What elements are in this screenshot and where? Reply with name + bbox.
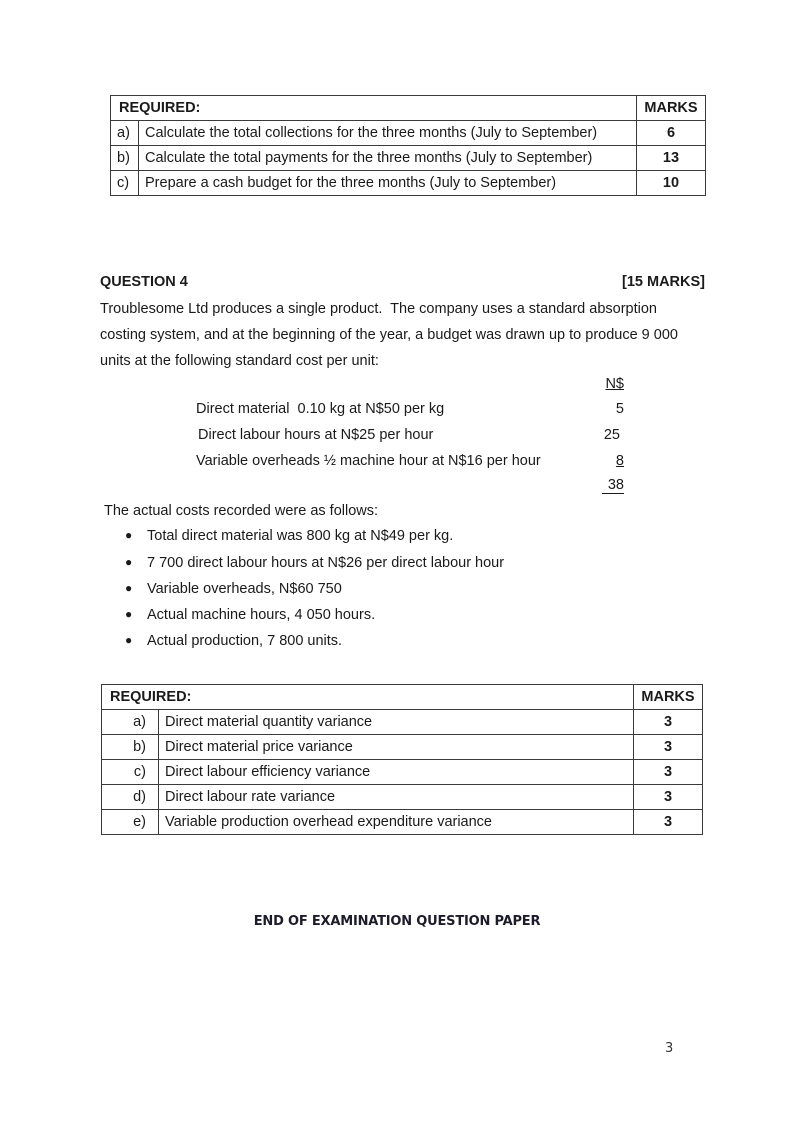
- row-text: Variable production overhead expenditure variance: [159, 810, 634, 835]
- question-intro: [100, 296, 720, 374]
- table-row: [102, 710, 703, 735]
- row-letter: d): [102, 785, 159, 810]
- row-marks: 3: [634, 810, 703, 835]
- row-letter: a): [102, 710, 159, 735]
- intro-line: units at the following standard cost per unit:: [100, 353, 379, 369]
- intro-line: Troublesome Ltd produces a single product. The company uses a standard absorption: [100, 301, 657, 317]
- bullet-icon: ●: [125, 607, 133, 621]
- question-title: QUESTION 4: [100, 274, 188, 290]
- table-row: [102, 785, 703, 810]
- row-text: Direct labour rate variance: [159, 785, 634, 810]
- row-letter: e): [102, 810, 159, 835]
- row-text: Direct labour efficiency variance: [159, 760, 634, 785]
- cost-item-label: Direct labour hours at N$25 per hour: [198, 427, 434, 443]
- required-header: REQUIRED:: [102, 685, 634, 710]
- question3-required-table: [110, 95, 706, 196]
- bullet-icon: ●: [125, 528, 133, 542]
- row-marks: 3: [634, 735, 703, 760]
- row-marks: 3: [634, 760, 703, 785]
- row-text: Direct material price variance: [159, 735, 634, 760]
- row-letter: b): [111, 146, 139, 171]
- row-marks: 13: [637, 146, 706, 171]
- cost-item-label: Variable overheads ½ machine hour at N$16 per hour: [196, 453, 541, 469]
- row-text: Calculate the total payments for the three months (July to September): [139, 146, 637, 171]
- row-letter: b): [102, 735, 159, 760]
- cost-total: 38: [602, 477, 624, 494]
- question4-required-table: [101, 684, 703, 835]
- row-marks: 3: [634, 710, 703, 735]
- row-marks: 10: [637, 171, 706, 196]
- required-header: REQUIRED:: [111, 96, 637, 121]
- marks-header: MARKS: [634, 685, 703, 710]
- row-letter: c): [102, 760, 159, 785]
- row-text: Calculate the total collections for the three months (July to September): [139, 121, 637, 146]
- row-marks: 6: [637, 121, 706, 146]
- page-number: 3: [665, 1041, 674, 1056]
- marks-header: MARKS: [637, 96, 706, 121]
- cost-item-amount: 25: [603, 427, 620, 443]
- bullet-icon: ●: [125, 581, 133, 595]
- question-marks: [15 MARKS]: [622, 274, 705, 290]
- row-letter: c): [111, 171, 139, 196]
- table-row: [102, 810, 703, 835]
- table-row: [111, 171, 706, 196]
- row-marks: 3: [634, 785, 703, 810]
- table-row: [102, 760, 703, 785]
- table-row: [111, 146, 706, 171]
- table-header-row: [111, 96, 706, 121]
- currency-header: N$: [605, 376, 624, 392]
- end-of-paper-text: END OF EXAMINATION QUESTION PAPER: [253, 914, 541, 929]
- table-row: [111, 121, 706, 146]
- bullet-icon: ●: [125, 555, 133, 569]
- table-row: [102, 735, 703, 760]
- cost-item-amount: 8: [615, 453, 624, 469]
- actual-intro: The actual costs recorded were as follows:: [104, 503, 379, 519]
- intro-line: costing system, and at the beginning of the year, a budget was drawn up to produce 9 000: [100, 327, 678, 343]
- cost-item-amount: 5: [615, 401, 624, 417]
- bullet-icon: ●: [125, 633, 133, 647]
- cost-item-label: Direct material 0.10 kg at N$50 per kg: [196, 401, 445, 417]
- table-header-row: [102, 685, 703, 710]
- row-text: Direct material quantity variance: [159, 710, 634, 735]
- row-text: Prepare a cash budget for the three months (July to September): [139, 171, 637, 196]
- row-letter: a): [111, 121, 139, 146]
